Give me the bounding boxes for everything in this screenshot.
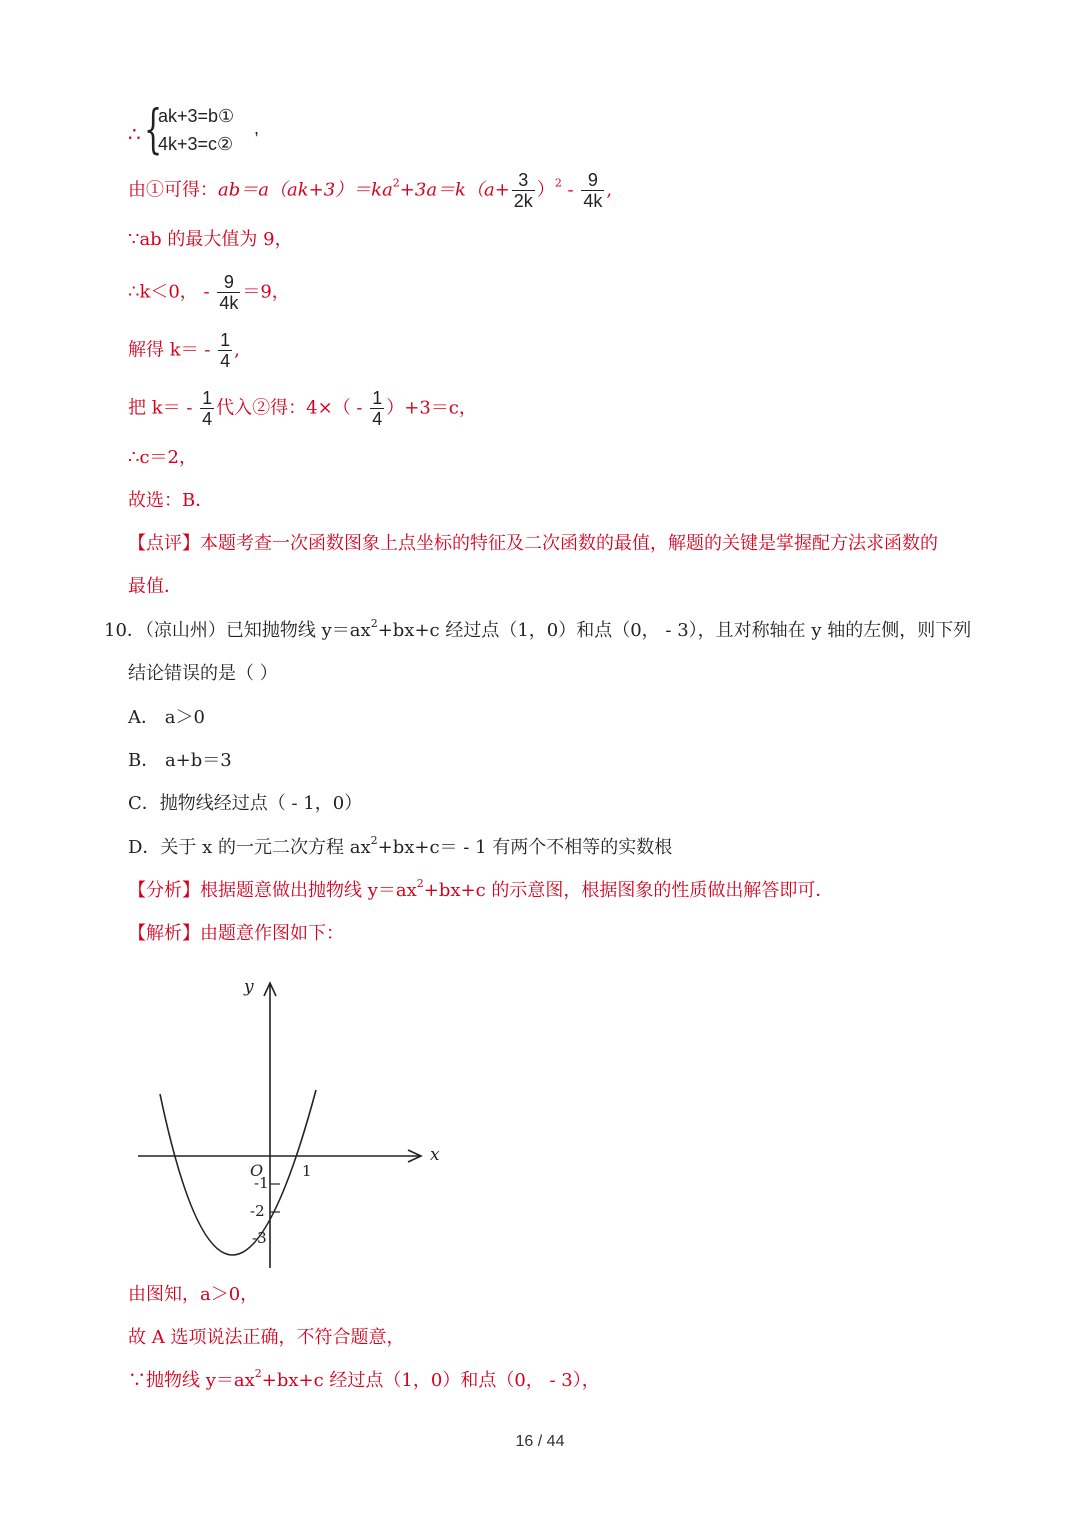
- text: ）: [536, 179, 555, 201]
- analysis-line: [128, 879, 833, 903]
- question-10-line-2: 结论错误的是（ ）: [128, 663, 278, 684]
- y-tick-label-2: -2: [250, 1202, 265, 1220]
- x-axis-label: x: [430, 1145, 440, 1165]
- line-substitute: [128, 388, 477, 429]
- text: -: [561, 179, 580, 201]
- fraction: [370, 388, 384, 429]
- option-b: B． a+b＝3: [128, 750, 232, 771]
- therefore-symbol: ∴: [128, 122, 141, 146]
- text: ,: [606, 179, 613, 201]
- comment-line-2: 最值．: [128, 576, 182, 597]
- line-c-value: ∴c＝2，: [128, 447, 197, 468]
- comment-line-1: 【点评】本题考查一次函数图象上点坐标的特征及二次函数的最值，解题的关键是掌握配方法求函数的: [128, 533, 938, 554]
- denominator: 4k: [583, 191, 603, 211]
- denominator: 4: [372, 409, 383, 429]
- text: ）+3＝c，: [386, 397, 477, 419]
- superscript: 2: [254, 1367, 262, 1380]
- origin-label: O: [250, 1161, 264, 1180]
- text: 解得 k＝ -: [128, 339, 217, 361]
- parabola-curve: [160, 1090, 316, 1255]
- denominator: 4k: [219, 293, 239, 313]
- text: 把 k＝ -: [128, 397, 199, 419]
- superscript: 2: [370, 834, 378, 847]
- page-number: 16 / 44: [515, 1433, 565, 1450]
- option-c: C．抛物线经过点（ - 1，0）: [128, 793, 363, 814]
- fraction: [581, 170, 604, 211]
- text: ＝9，: [242, 281, 290, 303]
- text: ∴k＜0， -: [128, 281, 216, 303]
- text: D．关于 x 的一元二次方程 ax: [128, 837, 371, 858]
- equation-1: ak+3=b①: [158, 106, 235, 126]
- text: +bx+c 经过点（1，0）和点（0， - 3），且对称轴在 y 轴的左侧，则下列: [377, 620, 972, 641]
- parabola-graph: [128, 970, 458, 1280]
- denominator: 4: [220, 351, 231, 371]
- numerator: 1: [220, 330, 231, 350]
- line-choose: 故选：B．: [128, 490, 214, 511]
- equation-2: 4k+3=c②: [158, 134, 234, 154]
- numerator: 3: [512, 170, 535, 191]
- numerator: 1: [202, 388, 213, 408]
- text: 代入②得：4×（ -: [216, 397, 369, 419]
- superscript: 2: [554, 176, 562, 190]
- option-d: [128, 836, 672, 860]
- denominator: 2k: [513, 191, 533, 211]
- line-ab-expansion: [128, 170, 612, 211]
- fraction: [218, 330, 232, 371]
- x-tick-label-1: 1: [302, 1162, 312, 1180]
- text: 由①可得：: [128, 179, 218, 201]
- system-comma: ,: [254, 118, 260, 138]
- question-10-line-1: [104, 619, 971, 643]
- superscript: 2: [370, 617, 378, 630]
- text: 【分析】根据题意做出抛物线 y＝ax: [128, 880, 417, 901]
- text: 10．（凉山州）已知抛物线 y＝ax: [104, 620, 371, 641]
- solution-intro: 【解析】由题意作图如下：: [128, 923, 344, 944]
- line-k-negative: [128, 272, 290, 313]
- superscript: 2: [392, 176, 400, 190]
- y-tick-label-3: -3: [252, 1229, 267, 1247]
- left-brace: {: [144, 100, 163, 160]
- y-axis-label: y: [244, 977, 254, 997]
- text: +bx+c 的示意图，根据图象的性质做出解答即可．: [423, 880, 834, 901]
- fraction: [512, 170, 535, 211]
- expr: +3a＝k（a+: [399, 179, 510, 201]
- line-solve-k: [128, 330, 240, 371]
- text: +bx+c＝ - 1 有两个不相等的实数根: [377, 837, 673, 858]
- after-graph-line-3: [128, 1369, 600, 1393]
- numerator: 9: [217, 272, 240, 293]
- fraction: [200, 388, 214, 429]
- y-tick-label-1: -1: [254, 1174, 269, 1192]
- text: +bx+c 经过点（1，0）和点（0， - 3），: [261, 1370, 600, 1391]
- text: ,: [234, 339, 240, 361]
- fraction: [217, 272, 240, 313]
- after-graph-line-1: 由图知，a＞0，: [128, 1284, 259, 1305]
- after-graph-line-2: 故 A 选项说法正确，不符合题意，: [128, 1327, 405, 1348]
- line-max: ∵ab 的最大值为 9，: [128, 229, 293, 250]
- numerator: 1: [372, 388, 383, 408]
- superscript: 2: [416, 877, 424, 890]
- option-a: A． a＞0: [128, 707, 205, 728]
- expr: ab＝a（ak+3）＝ka: [218, 179, 393, 201]
- text: ∵抛物线 y＝ax: [128, 1370, 255, 1391]
- numerator: 9: [581, 170, 604, 191]
- denominator: 4: [202, 409, 213, 429]
